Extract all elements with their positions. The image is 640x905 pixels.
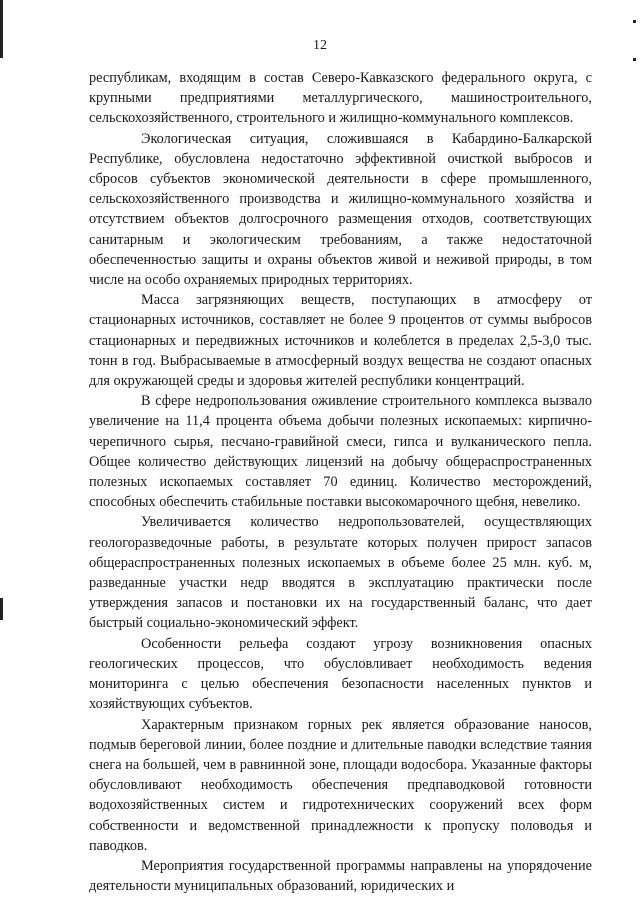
paragraph: Увеличивается количество недропользователей, осуществляющих геологоразведочные работы, в результате которых получен прирост запасов общераспространенных полезных ископаемых в объеме более 25 млн. куб. м, разведанные участки недр вводятся в эксплуатацию практически после утверждения запасов и постановки их на государственный баланс, что дает быстрый социально-экономический эффект. [89, 514, 592, 632]
paragraph: Характерным признаком горных рек является образование наносов, подмыв береговой линии, более поздние и длительные паводки вследствие таяния снега на большей, чем в равнинной зоне, площади водосбора. Указанные факторы обусловливают необходимость обеспечения предпаводковой готовности водохозяйственных систем и гидротехнических сооружений всех форм собственности и ведомственной принадлежности к пропуску половодья и паводков. [89, 716, 592, 854]
scan-edge-mark [633, 20, 636, 23]
paragraph: Масса загрязняющих веществ, поступающих в атмосферу от стационарных источников, составляет не более 9 процентов от суммы выбросов стационарных и передвижных источников и колеблется в пределах 2,5-3,0 тыс. тонн в год. Выбрасываемые в атмосферный воздух вещества не создают опасных для окружающей среды и здоровья жителей республики концентраций. [89, 292, 592, 390]
document-body [89, 68, 592, 896]
scan-edge-mark [0, 598, 3, 620]
scan-edge-mark [633, 58, 636, 61]
paragraph: Экологическая ситуация, сложившаяся в Кабардино-Балкарской Республике, обусловлена недостаточно эффективной очисткой выбросов и сбросов субъектов экономической деятельности в сфере промышленного, сельскохозяйственного производства и жилищно-коммунального хозяйства и отсутствием объектов долгосрочного размещения отходов, соответствующих санитарным и экологическим требованиям, а также недостаточной обеспеченностью защиты и охраны объектов живой и неживой природы, в том числе на особо охраняемых природных территориях. [89, 130, 592, 289]
paragraph: В сфере недропользования оживление строительного комплекса вызвало увеличение на 11,4 процента объема добычи полезных ископаемых: кирпично-черепичного сырья, песчано-гравийной смеси, гипса и вулканического пепла. Общее количество действующих лицензий на добычу общераспространенных полезных ископаемых составляет 70 единиц. Количество месторождений, способных обеспечить стабильные поставки высокомарочного щебня, невелико. [89, 393, 592, 511]
paragraph: Мероприятия государственной программы направлены на упорядочение деятельности муниципальных образований, юридических и [89, 857, 592, 895]
page-number: 12 [313, 38, 327, 53]
paragraph: Особенности рельефа создают угрозу возникновения опасных геологических процессов, что обусловливает необходимость ведения мониторинга с целью обеспечения безопасности населенных пунктов и хозяйствующих субъектов. [89, 635, 592, 713]
paragraph: республикам, входящим в состав Северо-Кавказского федерального округа, с крупными предприятиями металлургического, машиностроительного, сельскохозяйственного, строительного и жилищно-коммунального комплексов. [89, 70, 592, 127]
